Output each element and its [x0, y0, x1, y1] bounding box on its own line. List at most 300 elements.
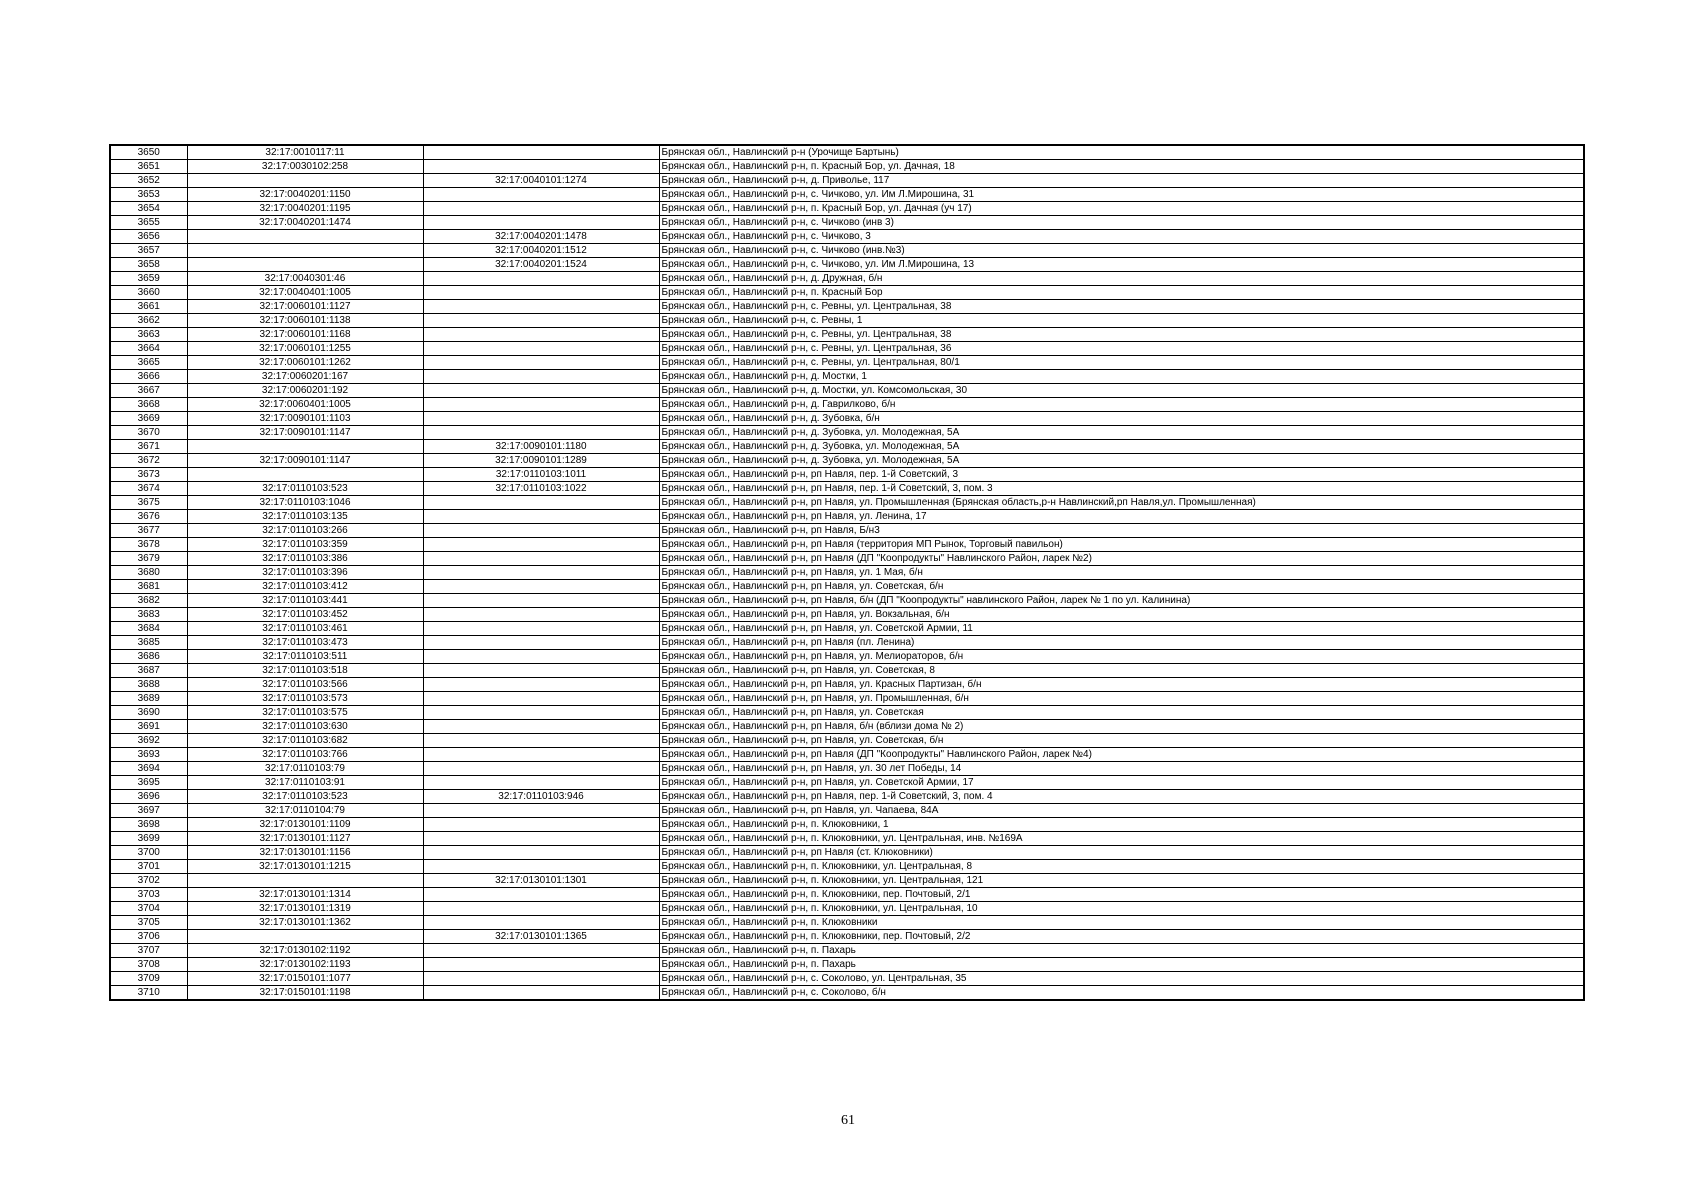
- related-cadastral-number-cell: [423, 328, 659, 342]
- table-row: [110, 608, 1584, 622]
- related-cadastral-number-cell: [423, 902, 659, 916]
- related-cadastral-number-cell: [423, 972, 659, 986]
- related-cadastral-number-cell: [423, 496, 659, 510]
- table-row: [110, 384, 1584, 398]
- related-cadastral-number-cell: [423, 202, 659, 216]
- table-row: [110, 314, 1584, 328]
- cadastral-number-cell: 32:17:0040201:1474: [187, 216, 423, 230]
- related-cadastral-number-cell: [423, 300, 659, 314]
- row-number-cell: 3656: [110, 230, 187, 244]
- row-number-cell: 3660: [110, 286, 187, 300]
- cadastral-number-cell: 32:17:0130101:1215: [187, 860, 423, 874]
- related-cadastral-number-cell: [423, 818, 659, 832]
- related-cadastral-number-cell: [423, 524, 659, 538]
- related-cadastral-number-cell: 32:17:0090101:1289: [423, 454, 659, 468]
- address-cell: Брянская обл., Навлинский р-н, рп Навля, ул. Промышленная (Брянская область,р-н Навлинский,рп Навля,ул. Промышленная): [659, 496, 1584, 510]
- row-number-cell: 3669: [110, 412, 187, 426]
- address-cell: Брянская обл., Навлинский р-н, п. Клюковники, ул. Центральная, 10: [659, 902, 1584, 916]
- table-row: [110, 776, 1584, 790]
- cadastral-number-cell: 32:17:0110103:412: [187, 580, 423, 594]
- table-row: [110, 692, 1584, 706]
- row-number-cell: 3657: [110, 244, 187, 258]
- cadastral-number-cell: 32:17:0040201:1150: [187, 188, 423, 202]
- address-cell: Брянская обл., Навлинский р-н, п. Клюковники, ул. Центральная, 121: [659, 874, 1584, 888]
- related-cadastral-number-cell: [423, 888, 659, 902]
- address-cell: Брянская обл., Навлинский р-н, рп Навля (ДП "Коопродукты" Навлинского Район, ларек №4): [659, 748, 1584, 762]
- address-cell: Брянская обл., Навлинский р-н, п. Клюковники: [659, 916, 1584, 930]
- cadastral-number-cell: [187, 174, 423, 188]
- address-cell: Брянская обл., Навлинский р-н, с. Соколово, ул. Центральная, 35: [659, 972, 1584, 986]
- cadastral-number-cell: 32:17:0150101:1198: [187, 986, 423, 1001]
- address-cell: Брянская обл., Навлинский р-н, д. Дружная, б/н: [659, 272, 1584, 286]
- table-row: [110, 174, 1584, 188]
- row-number-cell: 3664: [110, 342, 187, 356]
- related-cadastral-number-cell: [423, 370, 659, 384]
- address-cell: Брянская обл., Навлинский р-н, с. Ревны, ул. Центральная, 80/1: [659, 356, 1584, 370]
- row-number-cell: 3693: [110, 748, 187, 762]
- address-cell: Брянская обл., Навлинский р-н, с. Чичково (инв.№3): [659, 244, 1584, 258]
- address-cell: Брянская обл., Навлинский р-н, рп Навля, ул. Мелиораторов, б/н: [659, 650, 1584, 664]
- row-number-cell: 3696: [110, 790, 187, 804]
- row-number-cell: 3673: [110, 468, 187, 482]
- related-cadastral-number-cell: [423, 594, 659, 608]
- cadastral-number-cell: 32:17:0010117:11: [187, 145, 423, 160]
- table-row: [110, 538, 1584, 552]
- address-cell: Брянская обл., Навлинский р-н, рп Навля (территория МП Рынок, Торговый павильон): [659, 538, 1584, 552]
- table-row: [110, 734, 1584, 748]
- related-cadastral-number-cell: [423, 678, 659, 692]
- related-cadastral-number-cell: [423, 622, 659, 636]
- cadastral-number-cell: 32:17:0110103:441: [187, 594, 423, 608]
- address-cell: Брянская обл., Навлинский р-н, рп Навля, ул. 1 Мая, б/н: [659, 566, 1584, 580]
- row-number-cell: 3679: [110, 552, 187, 566]
- table-row: [110, 566, 1584, 580]
- cadastral-number-cell: 32:17:0130101:1314: [187, 888, 423, 902]
- address-cell: Брянская обл., Навлинский р-н, п. Красный Бор: [659, 286, 1584, 300]
- row-number-cell: 3651: [110, 160, 187, 174]
- row-number-cell: 3697: [110, 804, 187, 818]
- row-number-cell: 3652: [110, 174, 187, 188]
- cadastral-number-cell: 32:17:0130101:1362: [187, 916, 423, 930]
- table-row: [110, 356, 1584, 370]
- related-cadastral-number-cell: [423, 748, 659, 762]
- row-number-cell: 3672: [110, 454, 187, 468]
- related-cadastral-number-cell: 32:17:0040201:1524: [423, 258, 659, 272]
- related-cadastral-number-cell: 32:17:0130101:1365: [423, 930, 659, 944]
- row-number-cell: 3687: [110, 664, 187, 678]
- table-row: [110, 440, 1584, 454]
- cadastral-number-cell: [187, 230, 423, 244]
- related-cadastral-number-cell: [423, 636, 659, 650]
- address-cell: Брянская обл., Навлинский р-н, рп Навля, б/н (ДП "Коопродукты" навлинского Район, ларек № 1 по ул. Калинина): [659, 594, 1584, 608]
- related-cadastral-number-cell: 32:17:0040201:1478: [423, 230, 659, 244]
- table-row: [110, 804, 1584, 818]
- address-cell: Брянская обл., Навлинский р-н, рп Навля, ул. Советской Армии, 11: [659, 622, 1584, 636]
- address-cell: Брянская обл., Навлинский р-н, п. Клюковники, 1: [659, 818, 1584, 832]
- row-number-cell: 3702: [110, 874, 187, 888]
- related-cadastral-number-cell: 32:17:0110103:946: [423, 790, 659, 804]
- cadastral-number-cell: 32:17:0130101:1156: [187, 846, 423, 860]
- related-cadastral-number-cell: [423, 650, 659, 664]
- cadastral-number-cell: 32:17:0110103:386: [187, 552, 423, 566]
- address-cell: Брянская обл., Навлинский р-н, п. Красный Бор, ул. Дачная (уч 17): [659, 202, 1584, 216]
- cadastral-number-cell: 32:17:0130101:1127: [187, 832, 423, 846]
- address-cell: Брянская обл., Навлинский р-н, рп Навля, пер. 1-й Советский, 3: [659, 468, 1584, 482]
- cadastral-number-cell: 32:17:0060201:167: [187, 370, 423, 384]
- row-number-cell: 3688: [110, 678, 187, 692]
- cadastral-number-cell: 32:17:0110103:630: [187, 720, 423, 734]
- related-cadastral-number-cell: 32:17:0110103:1011: [423, 468, 659, 482]
- table-row: [110, 720, 1584, 734]
- cadastral-number-cell: 32:17:0110103:523: [187, 790, 423, 804]
- address-cell: Брянская обл., Навлинский р-н, п. Клюковники, пер. Почтовый, 2/1: [659, 888, 1584, 902]
- cadastral-number-cell: 32:17:0110103:91: [187, 776, 423, 790]
- row-number-cell: 3663: [110, 328, 187, 342]
- address-cell: Брянская обл., Навлинский р-н, п. Пахарь: [659, 958, 1584, 972]
- row-number-cell: 3654: [110, 202, 187, 216]
- address-cell: Брянская обл., Навлинский р-н, д. Гаврилково, б/н: [659, 398, 1584, 412]
- row-number-cell: 3681: [110, 580, 187, 594]
- cadastral-number-cell: 32:17:0040201:1195: [187, 202, 423, 216]
- table-row: [110, 328, 1584, 342]
- row-number-cell: 3689: [110, 692, 187, 706]
- table-row: [110, 986, 1584, 1001]
- table-row: [110, 552, 1584, 566]
- row-number-cell: 3671: [110, 440, 187, 454]
- related-cadastral-number-cell: [423, 342, 659, 356]
- row-number-cell: 3694: [110, 762, 187, 776]
- row-number-cell: 3684: [110, 622, 187, 636]
- address-cell: Брянская обл., Навлинский р-н, рп Навля, ул. Промышленная, б/н: [659, 692, 1584, 706]
- address-cell: Брянская обл., Навлинский р-н, рп Навля, ул. Советская: [659, 706, 1584, 720]
- row-number-cell: 3691: [110, 720, 187, 734]
- table-row: [110, 818, 1584, 832]
- table-row: [110, 580, 1584, 594]
- address-cell: Брянская обл., Навлинский р-н, д. Приволье, 117: [659, 174, 1584, 188]
- row-number-cell: 3701: [110, 860, 187, 874]
- related-cadastral-number-cell: 32:17:0040201:1512: [423, 244, 659, 258]
- table-row: [110, 202, 1584, 216]
- cadastral-number-cell: 32:17:0110104:79: [187, 804, 423, 818]
- table-row: [110, 272, 1584, 286]
- related-cadastral-number-cell: [423, 762, 659, 776]
- row-number-cell: 3677: [110, 524, 187, 538]
- table-row: [110, 594, 1584, 608]
- related-cadastral-number-cell: [423, 510, 659, 524]
- address-cell: Брянская обл., Навлинский р-н, рп Навля, б/н (вблизи дома № 2): [659, 720, 1584, 734]
- cadastral-number-cell: 32:17:0060401:1005: [187, 398, 423, 412]
- row-number-cell: 3650: [110, 145, 187, 160]
- row-number-cell: 3662: [110, 314, 187, 328]
- related-cadastral-number-cell: [423, 706, 659, 720]
- row-number-cell: 3658: [110, 258, 187, 272]
- row-number-cell: 3668: [110, 398, 187, 412]
- address-cell: Брянская обл., Навлинский р-н, п. Клюковники, пер. Почтовый, 2/2: [659, 930, 1584, 944]
- address-cell: Брянская обл., Навлинский р-н, д. Мостки, ул. Комсомольская, 30: [659, 384, 1584, 398]
- table-row: [110, 748, 1584, 762]
- address-cell: Брянская обл., Навлинский р-н, с. Чичково, ул. Им Л.Мирошина, 31: [659, 188, 1584, 202]
- related-cadastral-number-cell: [423, 734, 659, 748]
- table-row: [110, 860, 1584, 874]
- cadastral-number-cell: 32:17:0110103:573: [187, 692, 423, 706]
- table-row: [110, 145, 1584, 160]
- table-row: [110, 846, 1584, 860]
- row-number-cell: 3700: [110, 846, 187, 860]
- address-cell: Брянская обл., Навлинский р-н, д. Зубовка, ул. Молодежная, 5А: [659, 426, 1584, 440]
- related-cadastral-number-cell: [423, 216, 659, 230]
- cadastral-number-cell: 32:17:0090101:1147: [187, 426, 423, 440]
- address-cell: Брянская обл., Навлинский р-н, с. Ревны, ул. Центральная, 36: [659, 342, 1584, 356]
- table-row: [110, 930, 1584, 944]
- cadastral-number-cell: [187, 468, 423, 482]
- row-number-cell: 3707: [110, 944, 187, 958]
- row-number-cell: 3678: [110, 538, 187, 552]
- table-row: [110, 874, 1584, 888]
- row-number-cell: 3674: [110, 482, 187, 496]
- row-number-cell: 3698: [110, 818, 187, 832]
- row-number-cell: 3699: [110, 832, 187, 846]
- cadastral-number-cell: 32:17:0130101:1109: [187, 818, 423, 832]
- row-number-cell: 3682: [110, 594, 187, 608]
- table-row: [110, 412, 1584, 426]
- row-number-cell: 3692: [110, 734, 187, 748]
- cadastral-number-cell: 32:17:0130102:1193: [187, 958, 423, 972]
- cadastral-number-cell: 32:17:0110103:766: [187, 748, 423, 762]
- row-number-cell: 3665: [110, 356, 187, 370]
- row-number-cell: 3659: [110, 272, 187, 286]
- related-cadastral-number-cell: [423, 145, 659, 160]
- cadastral-number-cell: 32:17:0060201:192: [187, 384, 423, 398]
- registry-table-body: [110, 145, 1584, 1000]
- cadastral-number-cell: 32:17:0110103:518: [187, 664, 423, 678]
- table-row: [110, 664, 1584, 678]
- related-cadastral-number-cell: [423, 846, 659, 860]
- row-number-cell: 3661: [110, 300, 187, 314]
- related-cadastral-number-cell: [423, 776, 659, 790]
- related-cadastral-number-cell: [423, 552, 659, 566]
- address-cell: Брянская обл., Навлинский р-н, рп Навля, пер. 1-й Советский, 3, пом. 4: [659, 790, 1584, 804]
- row-number-cell: 3686: [110, 650, 187, 664]
- related-cadastral-number-cell: [423, 160, 659, 174]
- cadastral-number-cell: 32:17:0110103:523: [187, 482, 423, 496]
- table-row: [110, 972, 1584, 986]
- cadastral-number-cell: [187, 874, 423, 888]
- row-number-cell: 3683: [110, 608, 187, 622]
- row-number-cell: 3690: [110, 706, 187, 720]
- table-row: [110, 496, 1584, 510]
- row-number-cell: 3653: [110, 188, 187, 202]
- related-cadastral-number-cell: [423, 860, 659, 874]
- cadastral-number-cell: 32:17:0110103:575: [187, 706, 423, 720]
- address-cell: Брянская обл., Навлинский р-н, рп Навля, ул. Советская, б/н: [659, 580, 1584, 594]
- table-row: [110, 188, 1584, 202]
- cadastral-number-cell: 32:17:0130101:1319: [187, 902, 423, 916]
- address-cell: Брянская обл., Навлинский р-н, рп Навля, пер. 1-й Советский, 3, пом. 3: [659, 482, 1584, 496]
- cadastral-number-cell: 32:17:0090101:1103: [187, 412, 423, 426]
- table-row: [110, 958, 1584, 972]
- cadastral-number-cell: 32:17:0060101:1262: [187, 356, 423, 370]
- cadastral-number-cell: 32:17:0110103:359: [187, 538, 423, 552]
- cadastral-number-cell: 32:17:0060101:1168: [187, 328, 423, 342]
- address-cell: Брянская обл., Навлинский р-н, с. Чичково, 3: [659, 230, 1584, 244]
- address-cell: Брянская обл., Навлинский р-н, п. Красный Бор, ул. Дачная, 18: [659, 160, 1584, 174]
- address-cell: Брянская обл., Навлинский р-н, с. Чичково, ул. Им Л.Мирошина, 13: [659, 258, 1584, 272]
- table-row: [110, 468, 1584, 482]
- address-cell: Брянская обл., Навлинский р-н, с. Соколово, б/н: [659, 986, 1584, 1001]
- address-cell: Брянская обл., Навлинский р-н, п. Клюковники, ул. Центральная, 8: [659, 860, 1584, 874]
- cadastral-number-cell: 32:17:0040401:1005: [187, 286, 423, 300]
- table-row: [110, 524, 1584, 538]
- table-row: [110, 160, 1584, 174]
- related-cadastral-number-cell: [423, 188, 659, 202]
- table-row: [110, 832, 1584, 846]
- related-cadastral-number-cell: [423, 944, 659, 958]
- address-cell: Брянская обл., Навлинский р-н, рп Навля, ул. Советская, б/н: [659, 734, 1584, 748]
- cadastral-number-cell: 32:17:0110103:511: [187, 650, 423, 664]
- registry-table: [109, 144, 1585, 1001]
- cadastral-number-cell: 32:17:0090101:1147: [187, 454, 423, 468]
- address-cell: Брянская обл., Навлинский р-н, д. Зубовка, ул. Молодежная, 5А: [659, 454, 1584, 468]
- cadastral-number-cell: [187, 258, 423, 272]
- address-cell: Брянская обл., Навлинский р-н, рп Навля, ул. Советской Армии, 17: [659, 776, 1584, 790]
- table-row: [110, 622, 1584, 636]
- related-cadastral-number-cell: [423, 398, 659, 412]
- address-cell: Брянская обл., Навлинский р-н, рп Навля (пл. Ленина): [659, 636, 1584, 650]
- table-row: [110, 678, 1584, 692]
- cadastral-number-cell: 32:17:0110103:461: [187, 622, 423, 636]
- address-cell: Брянская обл., Навлинский р-н, с. Чичково (инв 3): [659, 216, 1584, 230]
- related-cadastral-number-cell: [423, 426, 659, 440]
- row-number-cell: 3710: [110, 986, 187, 1001]
- cadastral-number-cell: 32:17:0060101:1127: [187, 300, 423, 314]
- related-cadastral-number-cell: [423, 986, 659, 1001]
- table-row: [110, 762, 1584, 776]
- table-row: [110, 426, 1584, 440]
- row-number-cell: 3706: [110, 930, 187, 944]
- table-row: [110, 454, 1584, 468]
- address-cell: Брянская обл., Навлинский р-н, рп Навля (ст. Клюковники): [659, 846, 1584, 860]
- related-cadastral-number-cell: [423, 608, 659, 622]
- related-cadastral-number-cell: [423, 832, 659, 846]
- address-cell: Брянская обл., Навлинский р-н, д. Зубовка, б/н: [659, 412, 1584, 426]
- row-number-cell: 3666: [110, 370, 187, 384]
- address-cell: Брянская обл., Навлинский р-н, д. Зубовка, ул. Молодежная, 5А: [659, 440, 1584, 454]
- table-row: [110, 888, 1584, 902]
- table-row: [110, 398, 1584, 412]
- table-row: [110, 510, 1584, 524]
- table-row: [110, 916, 1584, 930]
- row-number-cell: 3705: [110, 916, 187, 930]
- table-row: [110, 790, 1584, 804]
- address-cell: Брянская обл., Навлинский р-н, д. Мостки, 1: [659, 370, 1584, 384]
- table-row: [110, 636, 1584, 650]
- cadastral-number-cell: 32:17:0110103:452: [187, 608, 423, 622]
- table-row: [110, 230, 1584, 244]
- cadastral-number-cell: 32:17:0060101:1255: [187, 342, 423, 356]
- table-row: [110, 300, 1584, 314]
- table-row: [110, 216, 1584, 230]
- cadastral-number-cell: 32:17:0110103:79: [187, 762, 423, 776]
- row-number-cell: 3670: [110, 426, 187, 440]
- address-cell: Брянская обл., Навлинский р-н, п. Пахарь: [659, 944, 1584, 958]
- related-cadastral-number-cell: [423, 314, 659, 328]
- cadastral-number-cell: 32:17:0110103:266: [187, 524, 423, 538]
- row-number-cell: 3675: [110, 496, 187, 510]
- related-cadastral-number-cell: [423, 664, 659, 678]
- row-number-cell: 3709: [110, 972, 187, 986]
- address-cell: Брянская обл., Навлинский р-н, рп Навля (ДП "Коопродукты" Навлинского Район, ларек №2): [659, 552, 1584, 566]
- address-cell: Брянская обл., Навлинский р-н, рп Навля, ул. Ленина, 17: [659, 510, 1584, 524]
- address-cell: Брянская обл., Навлинский р-н, с. Ревны, 1: [659, 314, 1584, 328]
- related-cadastral-number-cell: [423, 566, 659, 580]
- cadastral-number-cell: 32:17:0110103:1046: [187, 496, 423, 510]
- related-cadastral-number-cell: 32:17:0130101:1301: [423, 874, 659, 888]
- row-number-cell: 3685: [110, 636, 187, 650]
- cadastral-number-cell: 32:17:0040301:46: [187, 272, 423, 286]
- address-cell: Брянская обл., Навлинский р-н, рп Навля, Б/н3: [659, 524, 1584, 538]
- related-cadastral-number-cell: [423, 384, 659, 398]
- related-cadastral-number-cell: [423, 356, 659, 370]
- related-cadastral-number-cell: [423, 272, 659, 286]
- related-cadastral-number-cell: [423, 916, 659, 930]
- address-cell: Брянская обл., Навлинский р-н, с. Ревны, ул. Центральная, 38: [659, 328, 1584, 342]
- address-cell: Брянская обл., Навлинский р-н, рп Навля, ул. Вокзальная, б/н: [659, 608, 1584, 622]
- address-cell: Брянская обл., Навлинский р-н, рп Навля, ул. Красных Партизан, б/н: [659, 678, 1584, 692]
- cadastral-number-cell: 32:17:0110103:682: [187, 734, 423, 748]
- address-cell: Брянская обл., Навлинский р-н, рп Навля, ул. Чапаева, 84А: [659, 804, 1584, 818]
- table-row: [110, 944, 1584, 958]
- cadastral-number-cell: [187, 244, 423, 258]
- row-number-cell: 3655: [110, 216, 187, 230]
- cadastral-number-cell: 32:17:0060101:1138: [187, 314, 423, 328]
- related-cadastral-number-cell: 32:17:0110103:1022: [423, 482, 659, 496]
- row-number-cell: 3708: [110, 958, 187, 972]
- related-cadastral-number-cell: [423, 958, 659, 972]
- table-row: [110, 706, 1584, 720]
- table-row: [110, 258, 1584, 272]
- cadastral-number-cell: 32:17:0110103:396: [187, 566, 423, 580]
- address-cell: Брянская обл., Навлинский р-н, рп Навля, ул. Советская, 8: [659, 664, 1584, 678]
- row-number-cell: 3703: [110, 888, 187, 902]
- table-row: [110, 370, 1584, 384]
- cadastral-number-cell: 32:17:0030102:258: [187, 160, 423, 174]
- address-cell: Брянская обл., Навлинский р-н, с. Ревны, ул. Центральная, 38: [659, 300, 1584, 314]
- address-cell: Брянская обл., Навлинский р-н, рп Навля, ул. 30 лет Победы, 14: [659, 762, 1584, 776]
- table-row: [110, 650, 1584, 664]
- related-cadastral-number-cell: [423, 286, 659, 300]
- address-cell: Брянская обл., Навлинский р-н, п. Клюковники, ул. Центральная, инв. №169А: [659, 832, 1584, 846]
- table-row: [110, 286, 1584, 300]
- related-cadastral-number-cell: [423, 538, 659, 552]
- row-number-cell: 3676: [110, 510, 187, 524]
- table-row: [110, 244, 1584, 258]
- cadastral-number-cell: 32:17:0150101:1077: [187, 972, 423, 986]
- related-cadastral-number-cell: [423, 692, 659, 706]
- row-number-cell: 3704: [110, 902, 187, 916]
- cadastral-number-cell: 32:17:0130102:1192: [187, 944, 423, 958]
- related-cadastral-number-cell: [423, 412, 659, 426]
- related-cadastral-number-cell: [423, 804, 659, 818]
- related-cadastral-number-cell: 32:17:0040101:1274: [423, 174, 659, 188]
- cadastral-number-cell: [187, 440, 423, 454]
- related-cadastral-number-cell: [423, 720, 659, 734]
- cadastral-number-cell: 32:17:0110103:566: [187, 678, 423, 692]
- related-cadastral-number-cell: [423, 580, 659, 594]
- cadastral-number-cell: 32:17:0110103:473: [187, 636, 423, 650]
- row-number-cell: 3695: [110, 776, 187, 790]
- related-cadastral-number-cell: 32:17:0090101:1180: [423, 440, 659, 454]
- address-cell: Брянская обл., Навлинский р-н (Урочище Бартынь): [659, 145, 1584, 160]
